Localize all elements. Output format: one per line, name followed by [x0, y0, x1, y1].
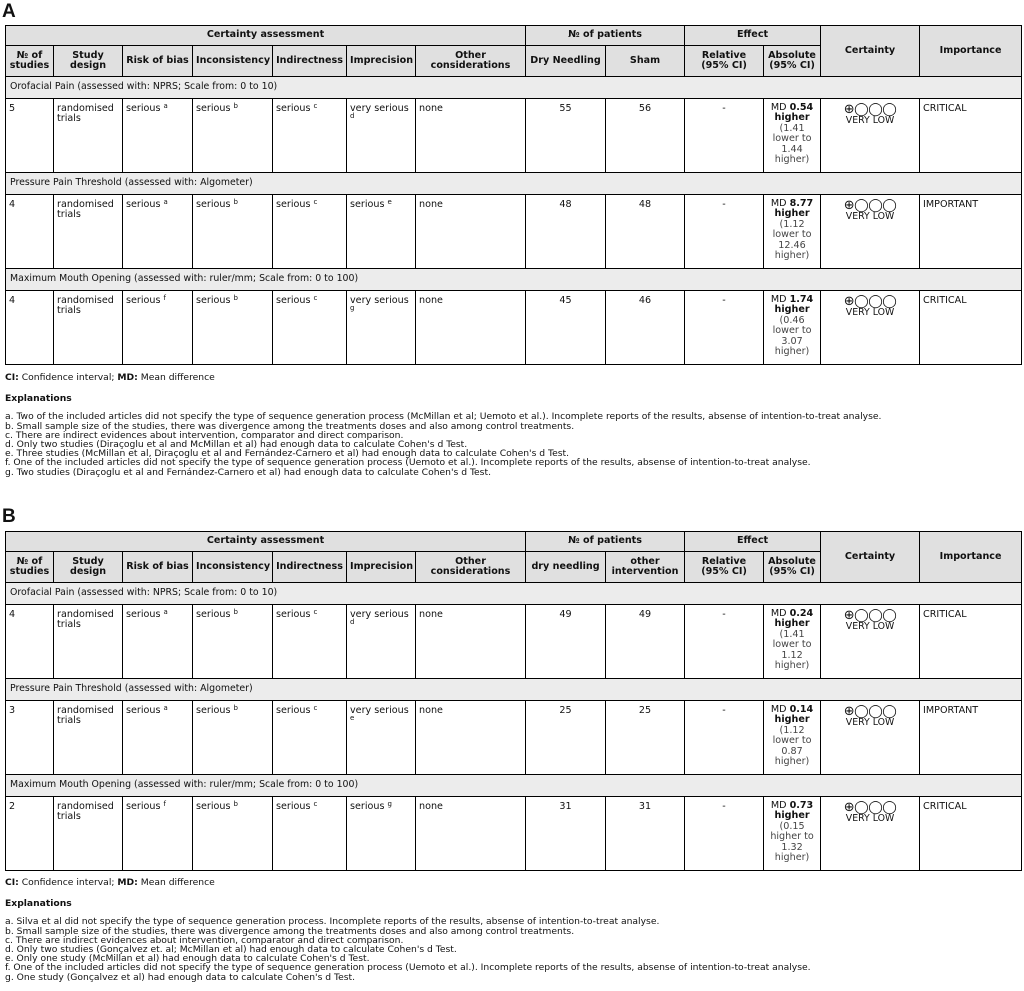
cell-study-design: randomised trials — [54, 605, 123, 679]
rating-text: serious — [196, 609, 231, 620]
explanation-item: b. Small sample size of the studies, there was divergence among the treatments doses and also among control treatments. — [5, 420, 575, 432]
explanation-item: f. One of the included articles did not specify the type of sequence generation process (Uemoto et al.). Incomplete reports of the results, absense of intention-to-treat analyse. — [5, 962, 811, 974]
header-certainty-assessment: Certainty assessment — [6, 532, 526, 552]
cell-importance: CRITICAL — [920, 99, 1022, 173]
abbr-ci-text: Confidence interval; — [18, 877, 118, 888]
certainty-label: VERY LOW — [845, 717, 895, 728]
rating-text: very serious — [350, 705, 409, 716]
outcome-title-row — [6, 173, 1022, 195]
header-imprecision: Imprecision — [347, 46, 416, 77]
footnote-marker: d — [350, 112, 355, 121]
explanation-item: d. Only two studies (Gonçalvez et. al; McMillan et al) had enough data to calculate Cohen's d Test. — [5, 944, 457, 956]
cell-absolute — [764, 291, 821, 365]
header-certainty: Certainty — [821, 532, 920, 583]
absolute-value: 0.73 — [789, 800, 814, 811]
header-inconsistency: Inconsistency — [193, 552, 273, 583]
cell-importance: CRITICAL — [920, 605, 1022, 679]
footnote-marker: a — [163, 704, 168, 712]
table-notes — [5, 373, 881, 477]
abbr-ci: CI: — [5, 372, 19, 383]
absolute-value: 8.77 — [789, 198, 814, 209]
absolute-prefix: MD — [770, 198, 787, 209]
cell-study-design: randomised trials — [54, 99, 123, 173]
outcome-title-row — [6, 775, 1022, 797]
cell-relative: - — [685, 605, 764, 679]
certainty-circles-icon: ⊕◯◯◯ — [843, 608, 897, 623]
header-n-patients: № of patients — [526, 532, 685, 552]
rating-text: serious — [126, 295, 161, 306]
footnote-marker: a — [163, 608, 168, 616]
cell-inconsistency — [193, 195, 273, 269]
cell-indirectness — [273, 291, 347, 365]
cell-group2-n: 31 — [606, 797, 685, 871]
outcome-title-row — [6, 77, 1022, 99]
cell-imprecision — [347, 605, 416, 679]
absolute-value: 0.24 — [789, 608, 814, 619]
abbreviations-note — [5, 878, 811, 887]
header-group1: dry needling — [526, 552, 606, 583]
absolute-value: 0.54 — [789, 102, 814, 113]
cell-study-design: randomised trials — [54, 291, 123, 365]
footnote-marker: b — [233, 102, 238, 110]
absolute-ci: (0.46 lower to 3.07 higher) — [772, 314, 812, 358]
abbreviations-note — [5, 373, 881, 382]
absolute-ci: (1.12 lower to 0.87 higher) — [772, 724, 812, 768]
cell-group2-n: 49 — [606, 605, 685, 679]
absolute-ci: (1.41 lower to 1.44 higher) — [772, 122, 812, 166]
footnote-marker: g — [387, 800, 392, 808]
header-risk-of-bias: Risk of bias — [123, 552, 193, 583]
rating-text: serious — [126, 609, 161, 620]
cell-absolute — [764, 701, 821, 775]
absolute-ci: (1.41 lower to 1.12 higher) — [772, 628, 812, 672]
absolute-direction: higher — [774, 112, 810, 124]
panel-label: A — [2, 1, 16, 22]
footnote-marker: c — [313, 608, 318, 616]
certainty-label: VERY LOW — [845, 813, 895, 824]
footnote-marker: e — [387, 198, 392, 206]
explanation-item: e. Only one study (McMillan et al) had enough data to calculate Cohen's d Test. — [5, 953, 370, 965]
header-certainty: Certainty — [821, 26, 920, 77]
outcome-title: Orofacial Pain (assessed with: NPRS; Scale from: 0 to 10) — [6, 77, 1022, 99]
absolute-prefix: MD — [770, 704, 787, 715]
cell-group2-n: 48 — [606, 195, 685, 269]
cell-absolute — [764, 605, 821, 679]
cell-imprecision — [347, 195, 416, 269]
cell-group1-n: 45 — [526, 291, 606, 365]
cell-n-studies: 4 — [6, 291, 54, 365]
outcome-data-row — [6, 291, 1022, 365]
cell-imprecision — [347, 701, 416, 775]
abbr-md-text: Mean difference — [137, 877, 215, 888]
cell-certainty — [821, 291, 920, 365]
cell-certainty — [821, 701, 920, 775]
cell-other-considerations: none — [416, 195, 526, 269]
cell-group1-n: 55 — [526, 99, 606, 173]
cell-inconsistency — [193, 99, 273, 173]
outcome-data-row — [6, 605, 1022, 679]
explanation-item: f. One of the included articles did not specify the type of sequence generation process (Uemoto et al.). Incomplete reports of the results, absense of intention-to-treat analyse. — [5, 457, 811, 469]
explanations-title: Explanations — [5, 393, 72, 405]
footnote-marker: a — [163, 102, 168, 110]
footnote-marker: c — [313, 102, 318, 110]
header-imprecision: Imprecision — [347, 552, 416, 583]
rating-text: serious — [276, 705, 311, 716]
rating-text: serious — [196, 801, 231, 812]
cell-risk-of-bias — [123, 195, 193, 269]
explanation-item: b. Small sample size of the studies, there was divergence among the treatments doses and also among control treatments. — [5, 925, 575, 937]
rating-text: serious — [276, 295, 311, 306]
absolute-prefix: MD — [770, 800, 787, 811]
abbr-ci: CI: — [5, 877, 19, 888]
cell-risk-of-bias — [123, 291, 193, 365]
footnote-marker: c — [313, 198, 318, 206]
footnote-marker: b — [233, 608, 238, 616]
footnote-marker: b — [233, 294, 238, 302]
cell-certainty — [821, 195, 920, 269]
header-row-groups — [6, 26, 1022, 46]
abbr-md-text: Mean difference — [137, 372, 215, 383]
header-n-studies: № of studies — [6, 46, 54, 77]
outcome-title-row — [6, 583, 1022, 605]
cell-group1-n: 25 — [526, 701, 606, 775]
panel-label: B — [2, 506, 16, 527]
abbr-md: MD: — [117, 372, 138, 383]
header-importance: Importance — [920, 26, 1022, 77]
cell-study-design: randomised trials — [54, 797, 123, 871]
header-inconsistency: Inconsistency — [193, 46, 273, 77]
cell-certainty — [821, 605, 920, 679]
cell-other-considerations: none — [416, 701, 526, 775]
rating-text: serious — [126, 199, 161, 210]
cell-absolute — [764, 99, 821, 173]
rating-text: serious — [126, 103, 161, 114]
absolute-direction: higher — [774, 304, 810, 316]
cell-indirectness — [273, 195, 347, 269]
header-row-groups — [6, 532, 1022, 552]
cell-other-considerations: none — [416, 797, 526, 871]
header-study-design: Study design — [54, 552, 123, 583]
cell-study-design: randomised trials — [54, 195, 123, 269]
cell-n-studies: 3 — [6, 701, 54, 775]
absolute-prefix: MD — [770, 102, 787, 113]
outcome-data-row — [6, 701, 1022, 775]
rating-text: serious — [126, 801, 161, 812]
footnote-marker: c — [313, 704, 318, 712]
rating-text: serious — [196, 199, 231, 210]
header-relative: Relative (95% CI) — [685, 552, 764, 583]
explanation-item: c. There are indirect evidences about intervention, comparator and direct comparison. — [5, 429, 404, 441]
cell-indirectness — [273, 99, 347, 173]
cell-imprecision — [347, 291, 416, 365]
header-risk-of-bias: Risk of bias — [123, 46, 193, 77]
cell-inconsistency — [193, 701, 273, 775]
outcome-title: Maximum Mouth Opening (assessed with: ruler/mm; Scale from: 0 to 100) — [6, 269, 1022, 291]
rating-text: serious — [350, 801, 385, 812]
cell-importance: IMPORTANT — [920, 701, 1022, 775]
certainty-label: VERY LOW — [845, 307, 895, 318]
cell-risk-of-bias — [123, 797, 193, 871]
footnote-marker: f — [163, 800, 166, 808]
cell-other-considerations: none — [416, 605, 526, 679]
cell-relative: - — [685, 701, 764, 775]
absolute-direction: higher — [774, 810, 810, 822]
header-effect: Effect — [685, 26, 821, 46]
cell-group1-n: 48 — [526, 195, 606, 269]
footnote-marker: d — [350, 618, 355, 627]
cell-group1-n: 31 — [526, 797, 606, 871]
rating-text: serious — [276, 801, 311, 812]
explanation-item: g. One study (Gonçalvez et al) had enough data to calculate Cohen's d Test. — [5, 971, 356, 983]
cell-imprecision — [347, 797, 416, 871]
cell-group2-n: 46 — [606, 291, 685, 365]
header-absolute: Absolute (95% CI) — [764, 552, 821, 583]
footnote-marker: b — [233, 198, 238, 206]
header-n-studies: № of studies — [6, 552, 54, 583]
grade-evidence-table — [5, 25, 1022, 365]
absolute-value: 1.74 — [789, 294, 814, 305]
outcome-title: Orofacial Pain (assessed with: NPRS; Scale from: 0 to 10) — [6, 583, 1022, 605]
cell-certainty — [821, 797, 920, 871]
footnote-marker: a — [163, 198, 168, 206]
outcome-data-row — [6, 797, 1022, 871]
cell-relative: - — [685, 99, 764, 173]
certainty-circles-icon: ⊕◯◯◯ — [843, 800, 897, 815]
rating-text: very serious — [350, 103, 409, 114]
absolute-prefix: MD — [770, 294, 787, 305]
cell-indirectness — [273, 797, 347, 871]
cell-risk-of-bias — [123, 605, 193, 679]
cell-other-considerations: none — [416, 291, 526, 365]
cell-inconsistency — [193, 605, 273, 679]
cell-relative: - — [685, 797, 764, 871]
cell-importance: CRITICAL — [920, 291, 1022, 365]
certainty-label: VERY LOW — [845, 621, 895, 632]
cell-imprecision — [347, 99, 416, 173]
abbr-ci-text: Confidence interval; — [18, 372, 118, 383]
certainty-circles-icon: ⊕◯◯◯ — [843, 198, 897, 213]
header-indirectness: Indirectness — [273, 46, 347, 77]
cell-risk-of-bias — [123, 701, 193, 775]
outcome-title: Maximum Mouth Opening (assessed with: ruler/mm; Scale from: 0 to 100) — [6, 775, 1022, 797]
cell-group1-n: 49 — [526, 605, 606, 679]
cell-indirectness — [273, 701, 347, 775]
absolute-direction: higher — [774, 618, 810, 630]
outcome-title-row — [6, 679, 1022, 701]
footnote-marker: f — [163, 294, 166, 302]
table-notes — [5, 878, 811, 982]
header-group2: Sham — [606, 46, 685, 77]
explanation-item: g. Two studies (Diraçoglu et al and Fernández-Carnero et al) had enough data to calculate Cohen's d Test. — [5, 466, 491, 478]
rating-text: serious — [350, 199, 385, 210]
cell-n-studies: 4 — [6, 195, 54, 269]
footnote-marker: b — [233, 800, 238, 808]
cell-risk-of-bias — [123, 99, 193, 173]
cell-certainty — [821, 99, 920, 173]
cell-n-studies: 2 — [6, 797, 54, 871]
absolute-ci: (0.15 higher to 1.32 higher) — [770, 820, 814, 864]
cell-n-studies: 4 — [6, 605, 54, 679]
cell-n-studies: 5 — [6, 99, 54, 173]
explanation-item: c. There are indirect evidences about intervention, comparator and direct comparison. — [5, 934, 404, 946]
cell-study-design: randomised trials — [54, 701, 123, 775]
header-relative: Relative (95% CI) — [685, 46, 764, 77]
rating-text: very serious — [350, 609, 409, 620]
header-group1: Dry Needling — [526, 46, 606, 77]
explanations-title: Explanations — [5, 898, 72, 910]
rating-text: serious — [276, 199, 311, 210]
rating-text: serious — [276, 609, 311, 620]
outcome-title-row — [6, 269, 1022, 291]
outcome-title: Pressure Pain Threshold (assessed with: Algometer) — [6, 173, 1022, 195]
cell-inconsistency — [193, 797, 273, 871]
rating-text: serious — [276, 103, 311, 114]
rating-text: serious — [196, 295, 231, 306]
certainty-label: VERY LOW — [845, 211, 895, 222]
header-absolute: Absolute (95% CI) — [764, 46, 821, 77]
certainty-circles-icon: ⊕◯◯◯ — [843, 704, 897, 719]
certainty-label: VERY LOW — [845, 115, 895, 126]
certainty-circles-icon: ⊕◯◯◯ — [843, 102, 897, 117]
cell-relative: - — [685, 195, 764, 269]
header-certainty-assessment: Certainty assessment — [6, 26, 526, 46]
header-effect: Effect — [685, 532, 821, 552]
footnote-marker: c — [313, 800, 318, 808]
absolute-prefix: MD — [770, 608, 787, 619]
absolute-value: 0.14 — [789, 704, 814, 715]
footnote-marker: c — [313, 294, 318, 302]
cell-importance: CRITICAL — [920, 797, 1022, 871]
header-n-patients: № of patients — [526, 26, 685, 46]
cell-absolute — [764, 195, 821, 269]
outcome-data-row — [6, 195, 1022, 269]
footnote-marker: b — [233, 704, 238, 712]
rating-text: serious — [126, 705, 161, 716]
header-other-considerations: Other considerations — [416, 552, 526, 583]
header-indirectness: Indirectness — [273, 552, 347, 583]
certainty-circles-icon: ⊕◯◯◯ — [843, 294, 897, 309]
cell-inconsistency — [193, 291, 273, 365]
header-other-considerations: Other considerations — [416, 46, 526, 77]
explanation-item: e. Three studies (McMillan et al, Diraçoglu et al and Fernández-Carnero et al) had enough data to calculate Cohen's d Test. — [5, 448, 570, 460]
header-group2: other intervention — [606, 552, 685, 583]
outcome-title: Pressure Pain Threshold (assessed with: Algometer) — [6, 679, 1022, 701]
absolute-ci: (1.12 lower to 12.46 higher) — [772, 218, 812, 262]
cell-importance: IMPORTANT — [920, 195, 1022, 269]
grade-evidence-table — [5, 531, 1022, 871]
header-importance: Importance — [920, 532, 1022, 583]
outcome-data-row — [6, 99, 1022, 173]
cell-group2-n: 25 — [606, 701, 685, 775]
cell-group2-n: 56 — [606, 99, 685, 173]
footnote-marker: g — [350, 304, 355, 313]
cell-relative: - — [685, 291, 764, 365]
rating-text: serious — [196, 103, 231, 114]
absolute-direction: higher — [774, 714, 810, 726]
absolute-direction: higher — [774, 208, 810, 220]
footnote-marker: e — [350, 714, 355, 723]
header-study-design: Study design — [54, 46, 123, 77]
explanation-item: a. Silva et al did not specify the type of sequence generation process. Incomplete reports of the results, absense of intention-to-treat analyse. — [5, 916, 660, 928]
cell-absolute — [764, 797, 821, 871]
explanation-item: a. Two of the included articles did not specify the type of sequence generation process (McMillan et al; Uemoto et al.). Incomplete reports of the results, absense of intention-to-treat analyse. — [5, 411, 882, 423]
cell-other-considerations: none — [416, 99, 526, 173]
rating-text: serious — [196, 705, 231, 716]
rating-text: very serious — [350, 295, 409, 306]
explanation-item: d. Only two studies (Diraçoglu et al and McMillan et al) had enough data to calculate Cohen's d Test. — [5, 439, 468, 451]
abbr-md: MD: — [117, 877, 138, 888]
cell-indirectness — [273, 605, 347, 679]
